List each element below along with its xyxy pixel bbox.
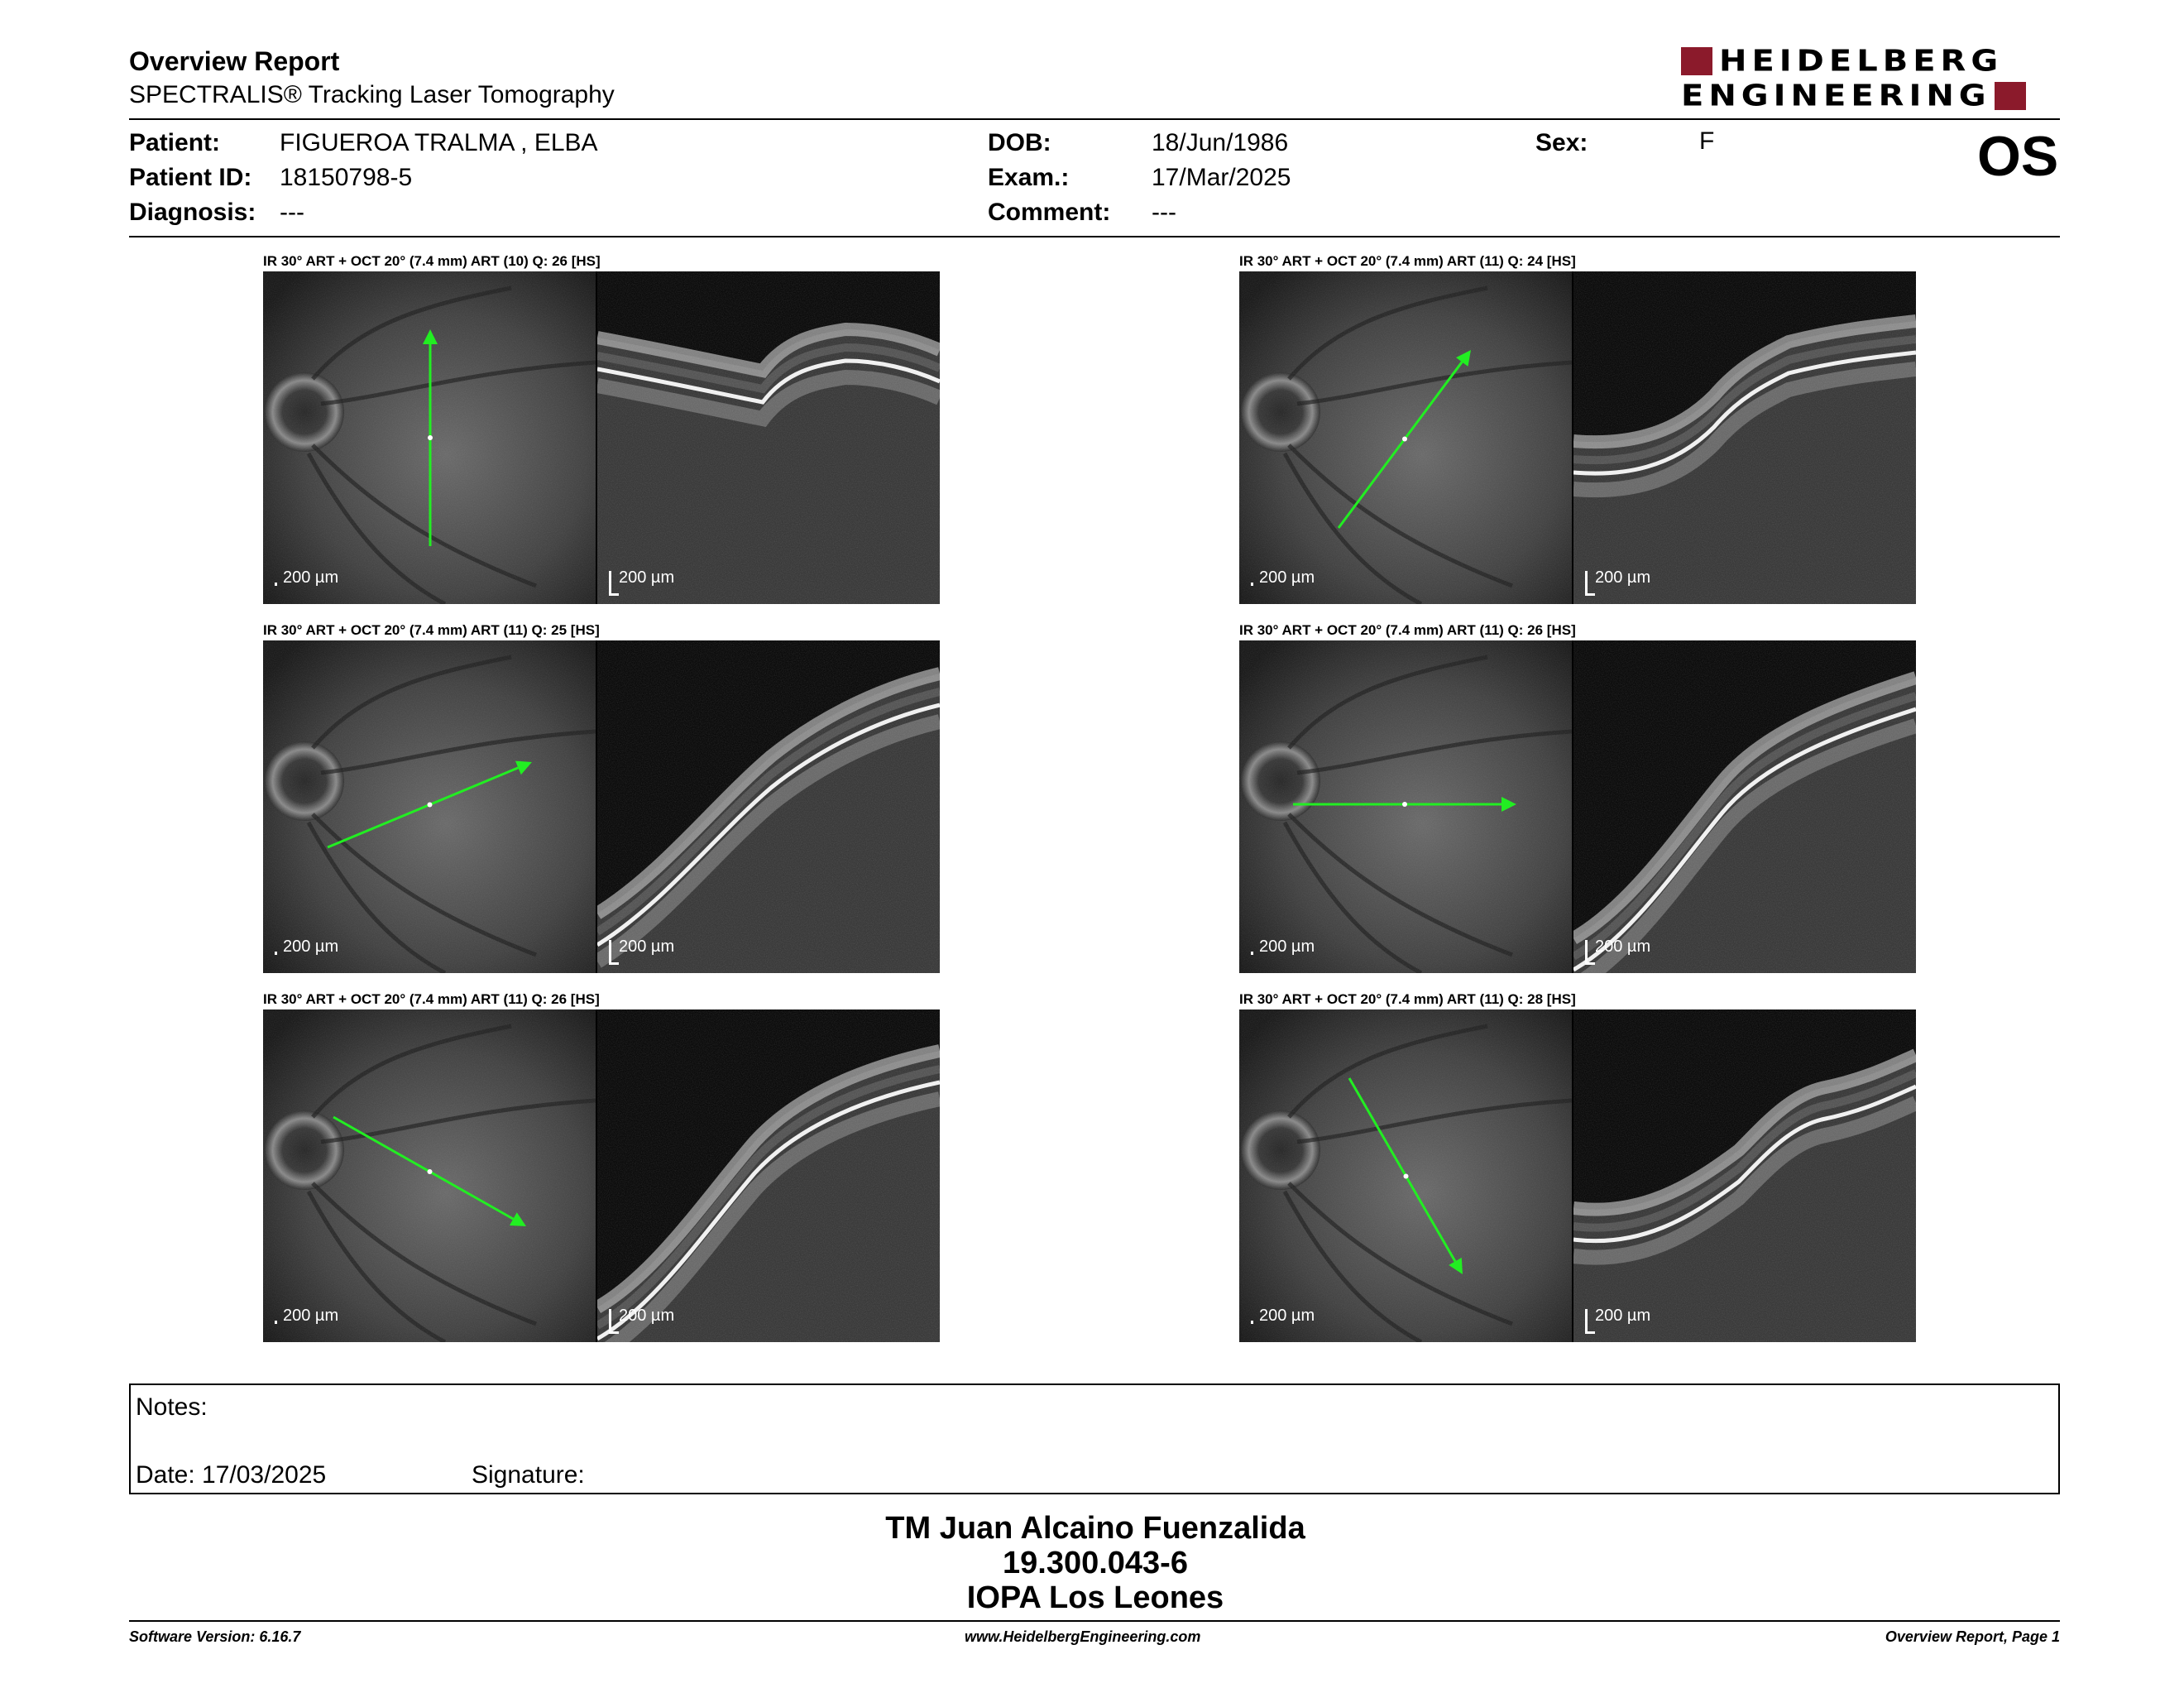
- dob-label: DOB:: [988, 129, 1051, 156]
- oct-scale-label: 200 µm: [619, 1307, 675, 1325]
- logo-square-icon: [1681, 47, 1712, 75]
- fovea-marker: [1402, 437, 1407, 442]
- diagnosis-value: ---: [280, 199, 304, 226]
- technician-name: TM Juan Alcaino Fuenzalida: [885, 1511, 1305, 1546]
- ir-scale-label: 200 µm: [1259, 938, 1315, 956]
- scan-panel[interactable]: [263, 1009, 940, 1342]
- ir-fundus-image[interactable]: [263, 1009, 596, 1342]
- oct-bscan-image[interactable]: [597, 271, 940, 604]
- ir-scale-label: 200 µm: [283, 938, 339, 956]
- patient-name: FIGUEROA TRALMA , ELBA: [280, 129, 598, 156]
- oct-scale-label: 200 µm: [619, 568, 675, 587]
- scan-panel[interactable]: [1239, 640, 1916, 973]
- notes-box: [129, 1383, 2060, 1494]
- scan-title: IR 30° ART + OCT 20° (7.4 mm) ART (11) Q: 26 [HS]: [1239, 622, 1576, 638]
- fovea-marker: [428, 803, 433, 808]
- header-rule: [129, 118, 2060, 120]
- oct-bscan-image[interactable]: [1573, 640, 1916, 973]
- ir-scale-label: 200 µm: [283, 1307, 339, 1325]
- fovea-marker: [1404, 1174, 1409, 1179]
- ir-fundus-image[interactable]: [1239, 1009, 1572, 1342]
- dob-value: 18/Jun/1986: [1152, 129, 1289, 156]
- software-version: Software Version: 6.16.7: [129, 1628, 301, 1645]
- scan-title: IR 30° ART + OCT 20° (7.4 mm) ART (11) Q: 28 [HS]: [1239, 991, 1576, 1007]
- oct-bscan-image[interactable]: [597, 1009, 940, 1342]
- oct-bscan-image[interactable]: [1573, 271, 1916, 604]
- scan-panel[interactable]: [263, 271, 940, 604]
- fovea-marker: [1402, 802, 1407, 807]
- scan-title: IR 30° ART + OCT 20° (7.4 mm) ART (10) Q: 26 [HS]: [263, 253, 601, 269]
- logo-square-icon: [1995, 82, 2026, 110]
- ir-scale-label: 200 µm: [1259, 568, 1315, 587]
- ir-scale-label: 200 µm: [283, 568, 339, 587]
- scan-panel[interactable]: [263, 640, 940, 973]
- exam-value: 17/Mar/2025: [1152, 164, 1291, 191]
- patient-id-label: Patient ID:: [129, 164, 252, 191]
- technician-id: 19.300.043-6: [1003, 1546, 1188, 1580]
- patient-id: 18150798-5: [280, 164, 413, 191]
- signature-label: Signature:: [472, 1461, 585, 1489]
- oct-scale-label: 200 µm: [1595, 1307, 1651, 1325]
- sex-value: F: [1699, 127, 1715, 155]
- oct-scale-label: 200 µm: [1595, 568, 1651, 587]
- scan-panel[interactable]: [1239, 1009, 1916, 1342]
- footer-rule: [129, 1620, 2060, 1622]
- report-title: Overview Report: [129, 46, 340, 76]
- comment-value: ---: [1152, 199, 1176, 226]
- patient-rule: [129, 236, 2060, 237]
- notes-label: Notes:: [136, 1393, 208, 1421]
- eye-indicator: OS: [1977, 125, 2059, 188]
- oct-bscan-image[interactable]: [597, 640, 940, 973]
- oct-scale-label: 200 µm: [619, 938, 675, 956]
- ir-scale-label: 200 µm: [1259, 1307, 1315, 1325]
- logo-line1: HEIDELBERG: [1719, 44, 2004, 79]
- scan-title: IR 30° ART + OCT 20° (7.4 mm) ART (11) Q: 25 [HS]: [263, 622, 600, 638]
- ir-fundus-image[interactable]: [1239, 271, 1572, 604]
- logo-line2: ENGINEERING: [1681, 79, 1991, 113]
- fovea-marker: [428, 1169, 433, 1174]
- ir-fundus-image[interactable]: [1239, 640, 1572, 973]
- technician-clinic: IOPA Los Leones: [966, 1580, 1224, 1615]
- ir-fundus-image[interactable]: [263, 271, 596, 604]
- sex-label: Sex:: [1535, 129, 1588, 156]
- scan-title: IR 30° ART + OCT 20° (7.4 mm) ART (11) Q: 26 [HS]: [263, 991, 600, 1007]
- report-subtitle: SPECTRALIS® Tracking Laser Tomography: [129, 81, 615, 108]
- fovea-marker: [428, 435, 433, 440]
- diagnosis-label: Diagnosis:: [129, 199, 256, 226]
- oct-scale-label: 200 µm: [1595, 938, 1651, 956]
- website-link[interactable]: www.HeidelbergEngineering.com: [965, 1628, 1201, 1645]
- page-indicator: Overview Report, Page 1: [1885, 1628, 2060, 1645]
- exam-label: Exam.:: [988, 164, 1070, 191]
- patient-label: Patient:: [129, 129, 221, 156]
- notes-date: Date: 17/03/2025: [136, 1461, 327, 1489]
- heidelberg-logo: [1681, 46, 2060, 113]
- ir-fundus-image[interactable]: [263, 640, 596, 973]
- scan-panel[interactable]: [1239, 271, 1916, 604]
- oct-bscan-image[interactable]: [1573, 1009, 1916, 1342]
- scan-title: IR 30° ART + OCT 20° (7.4 mm) ART (11) Q: 24 [HS]: [1239, 253, 1576, 269]
- comment-label: Comment:: [988, 199, 1111, 226]
